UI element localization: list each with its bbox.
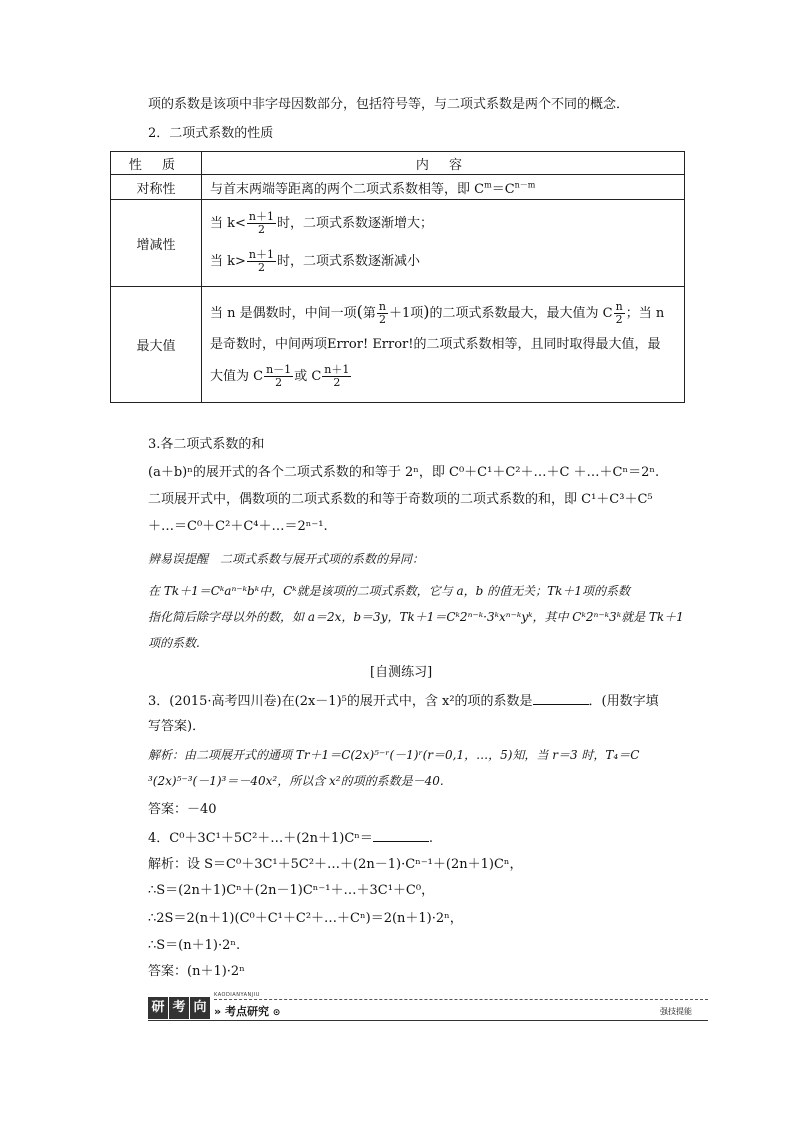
header-content: 内 容 xyxy=(202,152,685,175)
inc-line2-b: 时，二项式系数逐渐减小 xyxy=(277,254,421,269)
q3-line1 xyxy=(148,692,659,711)
monotonic-content xyxy=(202,200,685,287)
frac-den: 2 xyxy=(257,261,265,274)
q3-line2: 写答案)． xyxy=(148,719,206,734)
maximum-label: 最大值 xyxy=(111,287,202,403)
q4-answer: 答案：(n＋1)·2ⁿ xyxy=(148,964,245,979)
table-row-monotonic xyxy=(111,200,685,287)
fraction xyxy=(322,364,351,389)
frac-num-n: n xyxy=(615,299,623,313)
frac-den: 2 xyxy=(275,375,283,389)
q4-solution-1: 解析：设 S＝C⁰＋3C¹＋5C²＋…＋(2n－1)·Cⁿ⁻¹＋(2n＋1)Cⁿ， xyxy=(148,857,523,872)
q3-solution-2: ³(2x)⁵⁻³(－1)³＝－40x²，所以含 x²的项的系数是－40. xyxy=(148,774,444,788)
q4-solution-3: ∴2S＝2(n＋1)(C⁰＋C¹＋C²＋…＋Cⁿ)＝2(n＋1)·2ⁿ， xyxy=(148,911,463,926)
q3-answer: 答案：－40 xyxy=(148,802,217,817)
q4-solution-4: ∴S＝(n＋1)·2ⁿ. xyxy=(148,938,241,953)
q4-solution-2: ∴S＝(2n＋1)Cⁿ＋(2n－1)Cⁿ⁻¹＋…＋3C¹＋C⁰， xyxy=(148,883,435,898)
symmetry-content: 与首末两端等距离的两个二项式系数相等，即 $C^m=C^{n-m}$ xyxy=(202,175,685,200)
section3-line2: 二项展开式中，偶数项的二项式系数的和等于奇数项的二项式系数的和，即 C¹＋C³＋C⁵ xyxy=(148,492,653,507)
inc-line1-b: 时，二项式系数逐渐增大； xyxy=(277,216,434,231)
fraction xyxy=(264,364,293,389)
frac-num: n＋1 xyxy=(248,210,274,223)
section3-title: 3.各二项式系数的和 xyxy=(148,437,265,452)
intro-line: 项的系数是该项中非字母因数部分，包括符号等，与二项式系数是两个不同的概念． xyxy=(148,97,630,112)
fraction xyxy=(614,301,625,326)
frac-den: 2 xyxy=(333,375,341,389)
frac-den: 2 xyxy=(615,312,623,326)
max-line3-a: 大值为 C xyxy=(210,368,264,384)
max-line1-c: ；当 n xyxy=(625,305,665,321)
q4-line1 xyxy=(148,829,433,848)
frac-num: n＋1 xyxy=(324,362,350,376)
badge-char: 考 xyxy=(169,997,190,1019)
maximum-content: 当 n 是偶数时，中间一项(第 $\frac{n}{2}$ ＋1项)的二项式系数最大，最大值为 C $\frac{n}{2}$ ；当 n 是奇数时，中间两项Error! Error!的二项式系数相等，且同时取得最大值，最 大值为 C $\frac{n-1}{2}$ 或 C $\frac{n+1}{2}$ xyxy=(202,287,685,403)
q4-line1-b: . xyxy=(428,831,434,846)
badge-char: 向 xyxy=(193,1000,207,1015)
section-pinyin: KAODIANYANJIU xyxy=(214,992,260,998)
frac-num: n＋1 xyxy=(248,248,274,261)
frac-den: 2 xyxy=(257,223,265,236)
section-footer-bar xyxy=(148,992,708,1021)
inc-line2-a: 当 k> xyxy=(210,254,246,269)
max-line1-a: 当 n 是偶数时，中间一项 xyxy=(210,305,357,321)
tip-line1: 在 Tk＋1＝Cᵏaⁿ⁻ᵏbᵏ中，Cᵏ就是该项的二项式系数，它与 a，b 的值无关；Tk＋1项的系数 xyxy=(148,584,631,598)
table-row-symmetry xyxy=(111,175,685,200)
section-title xyxy=(214,1003,280,1019)
section-title-text: 考点研究 xyxy=(224,1005,269,1018)
symmetry-label: 对称性 xyxy=(111,175,202,200)
answer-blank xyxy=(533,692,589,705)
monotonic-label: 增减性 xyxy=(111,200,202,287)
circle-arrow-icon: ⊙ xyxy=(272,1008,281,1018)
q3-line1-b: ．(用数字填 xyxy=(588,694,659,709)
fraction xyxy=(377,301,388,326)
inc-line1-a: 当 k< xyxy=(210,216,246,231)
tip-line2: 指化简后除字母以外的数，如 a＝2x，b＝3y，Tk＋1＝Cᵏ2ⁿ⁻ᵏ·3ᵏxⁿ⁻ᵏyᵏ，其中 Cᵏ2ⁿ⁻ᵏ3ᵏ就是 Tk＋1 xyxy=(148,610,684,624)
table-header-row xyxy=(111,152,685,175)
table-row-maximum xyxy=(111,287,685,403)
properties-table xyxy=(110,151,685,403)
answer-blank xyxy=(373,829,429,842)
frac-num-n-1: n－1 xyxy=(266,362,292,376)
q4-line1-a: 4．C⁰＋3C¹＋5C²＋…＋(2n＋1)Cⁿ＝ xyxy=(148,831,373,846)
max-line3-b: 或 C xyxy=(294,368,322,384)
dashed-rule xyxy=(214,999,708,1000)
header-property: 性 质 xyxy=(111,152,202,175)
max-line2: 是奇数时，中间两项Error! Error!的二项式系数相等，且同时取得最大值，最 xyxy=(210,336,661,352)
frac-num-n: n xyxy=(378,299,386,313)
symmetry-text: 与首末两端等距离的两个二项式系数相等，即 C xyxy=(210,181,485,197)
tip-line3: 项的系数. xyxy=(148,636,200,650)
section3-line3: ＋…＝C⁰＋C²＋C⁴＋…＝2ⁿ⁻¹. xyxy=(148,519,328,534)
q3-solution-1: 解析：由二项展开式的通项 Tr＋1＝C(2x)⁵⁻ʳ(－1)ʳ(r＝0,1，…，5)知，当 r＝3 时，T₄＝C xyxy=(148,748,640,762)
self-test-heading: [自测练习] xyxy=(370,665,433,680)
section-badge xyxy=(148,997,210,1019)
footer-rule xyxy=(148,1020,708,1021)
symmetry-tail: ＝C xyxy=(491,181,515,197)
q3-line1-a: 3．(2015·高考四川卷)在(2x－1)⁵的展开式中，含 x²的项的系数是 xyxy=(148,694,533,709)
section-subtitle: 强技提能 xyxy=(660,1007,692,1016)
double-chevron-icon: » xyxy=(214,1005,222,1018)
badge-char: 研 xyxy=(148,997,169,1019)
frac-den: 2 xyxy=(378,312,386,326)
fraction xyxy=(247,249,276,274)
fraction xyxy=(247,211,276,236)
max-line1-b: 的二项式系数最大，最大值为 C xyxy=(429,305,613,321)
tip-title: 辨易误提醒 二项式系数与展开式项的系数的异同： xyxy=(148,552,425,566)
section3-line1: (a＋b)ⁿ的展开式的各个二项式系数的和等于 2ⁿ，即 C⁰＋C¹＋C²＋…＋C ＋…＋Cⁿ＝2ⁿ. xyxy=(148,465,660,480)
section2-title: 2．二项式系数的性质 xyxy=(148,126,274,141)
